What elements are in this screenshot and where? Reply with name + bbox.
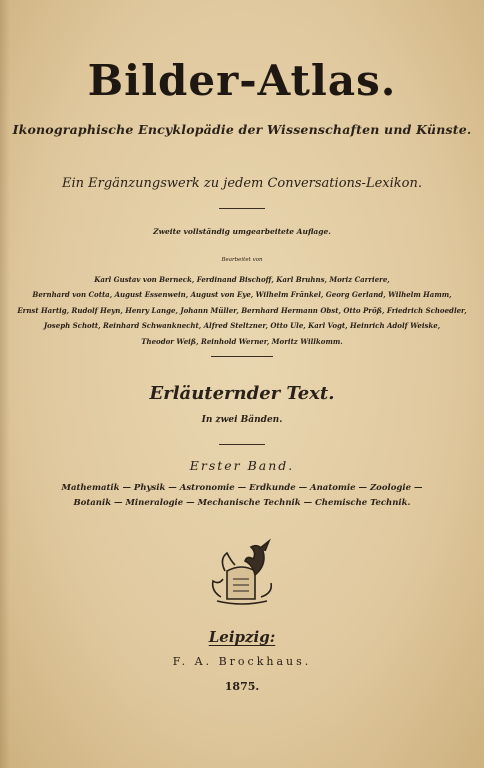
contributors-list xyxy=(0,272,484,349)
topics-line: Botanik — Mineralogie — Mechanische Technik — Chemische Technik. xyxy=(73,497,411,508)
contributors-line: Bernhard von Cotta, August Essenwein, August von Eye, Wilhelm Fränkel, Georg Gerland, Wilhelm Hamm, xyxy=(32,290,452,300)
griffin-emblem-icon xyxy=(197,535,287,611)
supplement-line: Ein Ergänzungswerk zu jedem Conversations-Lexikon. xyxy=(62,176,422,191)
edited-by-label: Bearbeitet von xyxy=(221,257,263,263)
topics-list xyxy=(0,481,484,510)
publication-place: Leipzig: xyxy=(208,628,276,646)
book-subtitle: Ikonographische Encyklopädie der Wissenschaften und Künste. xyxy=(12,122,472,137)
book-title: Bilder-Atlas. xyxy=(87,56,397,105)
volume-count: In zwei Bänden. xyxy=(201,415,283,425)
topics-line: Mathematik — Physik — Astronomie — Erdkunde — Anatomie — Zoologie — xyxy=(61,483,423,493)
divider-rule xyxy=(219,444,265,445)
explanatory-text-heading: Erläuternder Text. xyxy=(149,383,335,404)
edition-note: Zweite vollständig umgearbeitete Auflage. xyxy=(153,227,331,236)
contributors-line: Theodor Weiß, Reinhold Werner, Moritz Willkomm. xyxy=(141,336,343,346)
publication-year: 1875. xyxy=(224,680,260,693)
contributors-line: Karl Gustav von Berneck, Ferdinand Bischoff, Karl Bruhns, Moriz Carriere, xyxy=(94,275,390,284)
divider-rule xyxy=(219,208,265,209)
volume-heading: Erster Band. xyxy=(189,458,295,473)
divider-rule xyxy=(211,356,273,357)
contributors-line: Ernst Hartig, Rudolf Heyn, Henry Lange, Johann Müller, Bernhard Hermann Obst, Otto Pröß, Friedrich Schoedler, xyxy=(17,305,467,315)
contributors-line: Joseph Schott, Reinhard Schwanknecht, Alfred Steltzner, Otto Ule, Karl Vogt, Heinrich Adolf Weiske, xyxy=(43,321,441,331)
publisher-name: F. A. Brockhaus. xyxy=(172,655,312,668)
